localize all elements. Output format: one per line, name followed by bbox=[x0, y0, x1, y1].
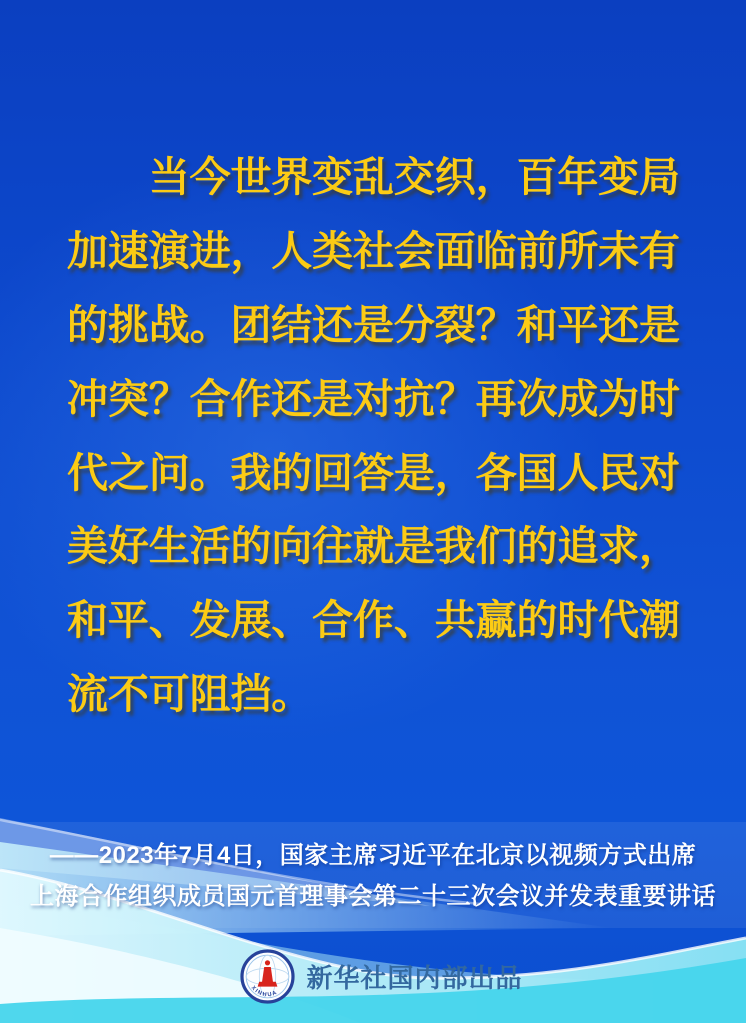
quote-line: 代 之 问 。 我 的 回 答 是 ， 各 国 人 民 对 bbox=[67, 449, 681, 496]
publisher-label: 新华社国内部出品 bbox=[306, 963, 523, 993]
quote-line: 当 今 世 界 变 乱 交 织 ， 百 年 变 局 bbox=[148, 154, 681, 201]
quote-line: 美 好 生 活 的 向 往 就 是 我 们 的 追 求 ， bbox=[67, 523, 681, 570]
quote-line: 加 速 演 进 ， 人 类 社 会 面 临 前 所 未 有 bbox=[67, 228, 681, 275]
footer bbox=[0, 948, 746, 1005]
logo-text: XINHUA bbox=[250, 985, 280, 999]
quote-line: 的 挑 战 。 团 结 还 是 分 裂 ？ 和 平 还 是 bbox=[67, 301, 681, 348]
attribution bbox=[0, 835, 746, 917]
quote-line: 冲 突 ？ 合 作 还 是 对 抗 ？ 再 次 成 为 时 bbox=[67, 375, 681, 422]
quote-lines bbox=[67, 141, 680, 731]
xinhua-emblem-icon bbox=[239, 948, 296, 1005]
quote-block bbox=[67, 141, 680, 731]
attribution-line-2: 上海合作组织成员国元首理事会第二十三次会议并发表重要讲话 bbox=[30, 883, 716, 910]
quote-line: 流 不 可 阻 挡 。 bbox=[67, 670, 313, 717]
attribution-line-1: ——2023年7月4日，国家主席习近平在北京以视频方式出席 bbox=[49, 842, 697, 869]
quote-line: 和 平 、 发 展 、 合 作 、 共 赢 的 时 代 潮 bbox=[67, 597, 681, 644]
